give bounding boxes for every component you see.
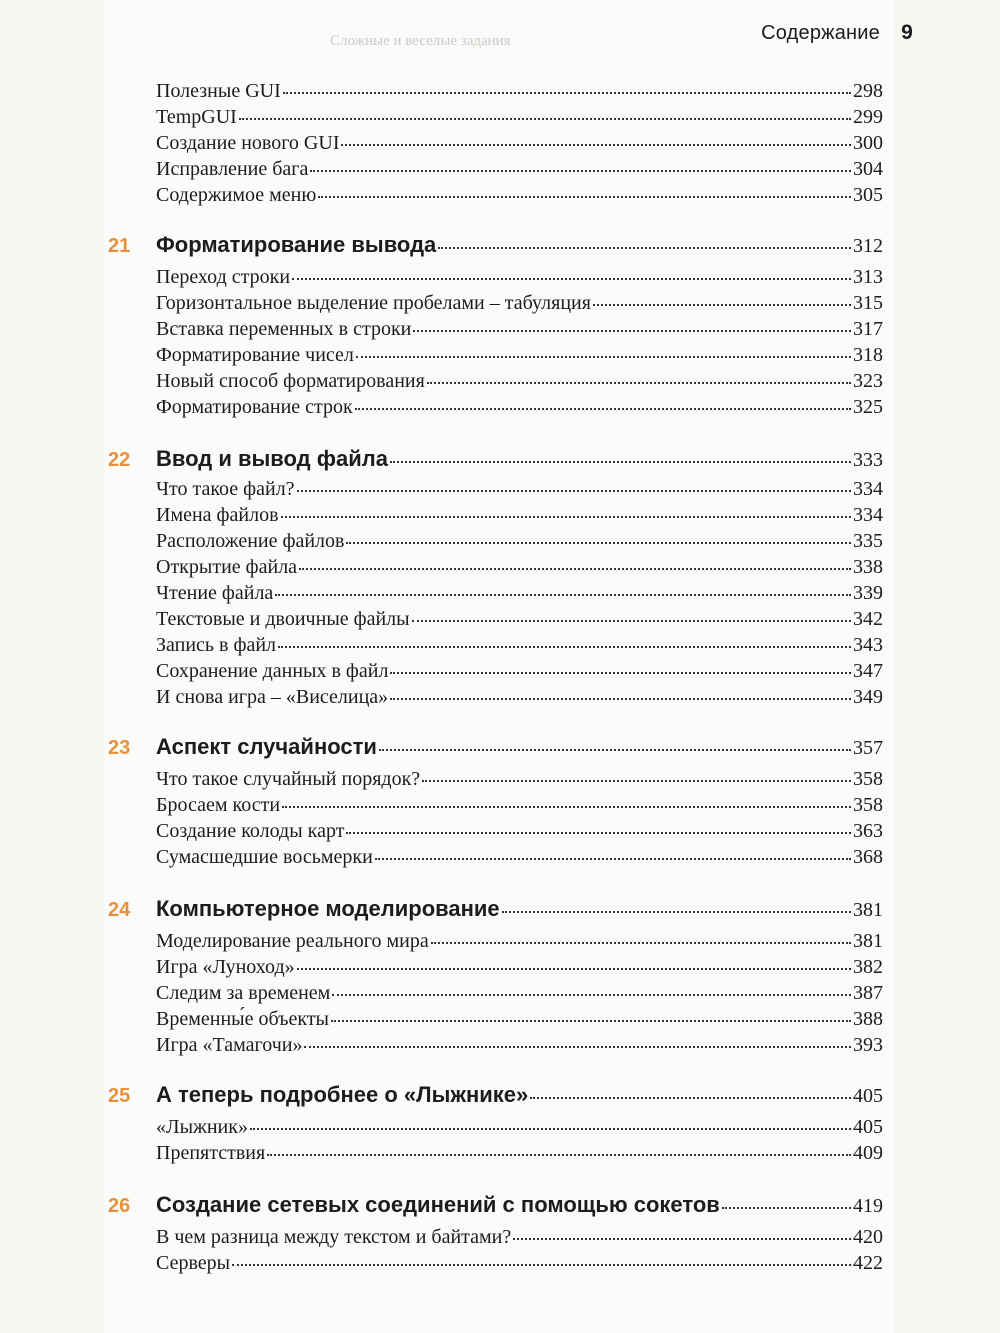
chapter-title: Форматирование вывода: [156, 232, 437, 257]
toc-entry-row[interactable]: [156, 80, 883, 103]
entry-title: Полезные GUI: [156, 80, 281, 102]
dot-leader: [304, 1046, 851, 1048]
toc-entry-row[interactable]: [156, 478, 883, 501]
dot-leader: [438, 247, 851, 249]
toc-entry-row[interactable]: [156, 556, 883, 579]
dot-leader: [299, 568, 851, 570]
toc-chapter-row[interactable]: [156, 1192, 883, 1218]
dot-leader: [502, 911, 851, 913]
entry-title: Горизонтальное выделение пробелами – табуляция: [156, 292, 591, 314]
toc-entry-row[interactable]: [156, 1116, 883, 1139]
dot-leader: [422, 780, 851, 782]
toc-entry-row[interactable]: [156, 582, 883, 605]
entry-page-number: 318: [853, 344, 883, 366]
dot-leader: [318, 196, 851, 198]
entry-title: Сумасшедшие восьмерки: [156, 846, 373, 868]
entry-page-number: 422: [853, 1252, 883, 1274]
entry-title: Следим за временем: [156, 982, 331, 1004]
dot-leader: [275, 594, 851, 596]
dot-leader: [390, 672, 851, 674]
entry-title: Временны́е объекты: [156, 1008, 329, 1030]
entry-page-number: 323: [853, 370, 883, 392]
dot-leader: [375, 858, 851, 860]
entry-page-number: 358: [853, 794, 883, 816]
toc-entry-row[interactable]: [156, 370, 883, 393]
toc-entry-row[interactable]: [156, 820, 883, 843]
entry-title: Игра «Луноход»: [156, 956, 295, 978]
toc-entry-row[interactable]: [156, 660, 883, 683]
entry-title: Препятствия: [156, 1142, 266, 1164]
entry-title: «Лыжник»: [156, 1116, 248, 1138]
entry-page-number: 338: [853, 556, 883, 578]
chapter-number: 26: [108, 1195, 131, 1217]
entry-page-number: 315: [853, 292, 883, 314]
entry-title: Открытие файла: [156, 556, 298, 578]
dot-leader: [297, 968, 851, 970]
entry-page-number: 368: [853, 846, 883, 868]
entry-page-number: 381: [853, 930, 883, 952]
entry-page-number: 420: [853, 1226, 883, 1248]
toc-entry-row[interactable]: [156, 1008, 883, 1031]
dot-leader: [530, 1097, 851, 1099]
entry-title: Исправление бага: [156, 158, 309, 180]
entry-title: Расположение файлов: [156, 530, 345, 552]
entry-page-number: 343: [853, 634, 883, 656]
dot-leader: [346, 542, 851, 544]
toc-chapter-row[interactable]: [156, 734, 883, 760]
entry-title: Текстовые и двоичные файлы: [156, 608, 410, 630]
toc-chapter-row[interactable]: [156, 1082, 883, 1108]
entry-title: Новый способ форматирования: [156, 370, 425, 392]
toc-entry-row[interactable]: [156, 266, 883, 289]
entry-page-number: 312: [853, 235, 883, 257]
toc-entry-row[interactable]: [156, 930, 883, 953]
toc-chapter-row[interactable]: [156, 232, 883, 258]
entry-page-number: 357: [853, 737, 883, 759]
entry-page-number: 388: [853, 1008, 883, 1030]
dot-leader: [297, 490, 851, 492]
toc-entry-row[interactable]: [156, 158, 883, 181]
entry-page-number: 381: [853, 899, 883, 921]
entry-title: Бросаем кости: [156, 794, 281, 816]
dot-leader: [310, 170, 851, 172]
toc-entry-row[interactable]: [156, 132, 883, 155]
toc-entry-row[interactable]: [156, 1034, 883, 1057]
entry-title: Содержимое меню: [156, 184, 317, 206]
dot-leader: [278, 646, 851, 648]
entry-title: Серверы: [156, 1252, 231, 1274]
entry-page-number: 333: [853, 449, 883, 471]
entry-page-number: 358: [853, 768, 883, 790]
dot-leader: [267, 1154, 851, 1156]
dot-leader: [282, 806, 851, 808]
toc-entry-row[interactable]: [156, 846, 883, 869]
entry-page-number: 419: [853, 1195, 883, 1217]
dot-leader: [412, 620, 851, 622]
bleed-through-text: Сложные и веселые задания: [330, 33, 511, 49]
toc-chapter-row[interactable]: [156, 446, 883, 472]
dot-leader: [250, 1128, 851, 1130]
dot-leader: [283, 92, 851, 94]
entry-page-number: 334: [853, 478, 883, 500]
section-title: Содержание: [761, 22, 880, 44]
toc-entry-row[interactable]: [156, 344, 883, 367]
dot-leader: [332, 994, 851, 996]
dot-leader: [390, 698, 851, 700]
toc-entry-row[interactable]: [156, 1142, 883, 1165]
dot-leader: [431, 942, 851, 944]
toc-entry-row[interactable]: [156, 106, 883, 129]
entry-page-number: 334: [853, 504, 883, 526]
entry-title: Что такое файл?: [156, 478, 295, 500]
dot-leader: [232, 1264, 851, 1266]
page-number: 9: [901, 21, 913, 44]
entry-page-number: 405: [853, 1116, 883, 1138]
toc-entry-row[interactable]: [156, 1252, 883, 1275]
dot-leader: [239, 118, 851, 120]
dot-leader: [292, 278, 851, 280]
chapter-title: Аспект случайности: [156, 734, 377, 759]
entry-page-number: 339: [853, 582, 883, 604]
toc-entry-row[interactable]: [156, 634, 883, 657]
chapter-number: 24: [108, 899, 131, 921]
entry-title: Создание колоды карт: [156, 820, 345, 842]
entry-title: Переход строки: [156, 266, 291, 288]
toc-entry-row[interactable]: [156, 608, 883, 631]
chapter-number: 23: [108, 737, 131, 759]
entry-page-number: 363: [853, 820, 883, 842]
toc-entry-row[interactable]: [156, 686, 883, 709]
dot-leader: [341, 144, 851, 146]
dot-leader: [593, 304, 851, 306]
toc-entry-row[interactable]: [156, 504, 883, 527]
toc-chapter-row[interactable]: [156, 896, 883, 922]
entry-page-number: 300: [853, 132, 883, 154]
entry-title: Сохранение данных в файл: [156, 660, 389, 682]
dot-leader: [513, 1238, 851, 1240]
toc-entry-row[interactable]: [156, 1226, 883, 1249]
toc-entry-row[interactable]: [156, 184, 883, 207]
entry-page-number: 317: [853, 318, 883, 340]
entry-title: Моделирование реального мира: [156, 930, 429, 952]
toc-entry-row[interactable]: [156, 530, 883, 553]
entry-page-number: 347: [853, 660, 883, 682]
entry-title: Создание нового GUI: [156, 132, 340, 154]
chapter-title: Компьютерное моделирование: [156, 896, 500, 921]
entry-page-number: 325: [853, 396, 883, 418]
dot-leader: [722, 1207, 851, 1209]
entry-page-number: 335: [853, 530, 883, 552]
chapter-title: А теперь подробнее о «Лыжнике»: [156, 1082, 529, 1107]
entry-title: В чем разница между текстом и байтами?: [156, 1226, 512, 1248]
chapter-title: Ввод и вывод файла: [156, 446, 388, 471]
toc-entry-row[interactable]: [156, 318, 883, 341]
entry-page-number: 387: [853, 982, 883, 1004]
toc-entry-row[interactable]: [156, 768, 883, 791]
dot-leader: [356, 356, 851, 358]
entry-page-number: 382: [853, 956, 883, 978]
entry-title: Что такое случайный порядок?: [156, 768, 421, 790]
entry-title: Имена файлов: [156, 504, 279, 526]
dot-leader: [346, 832, 851, 834]
dot-leader: [355, 408, 851, 410]
entry-title: Запись в файл: [156, 634, 276, 656]
toc-entry-row[interactable]: [156, 982, 883, 1005]
entry-title: TempGUI: [156, 106, 237, 128]
entry-page-number: 305: [853, 184, 883, 206]
entry-title: И снова игра – «Виселица»: [156, 686, 389, 708]
entry-page-number: 349: [853, 686, 883, 708]
entry-page-number: 342: [853, 608, 883, 630]
dot-leader: [413, 330, 851, 332]
chapter-number: 25: [108, 1085, 131, 1107]
chapter-number: 22: [108, 449, 131, 471]
chapter-title: Создание сетевых соединений с помощью сокетов: [156, 1192, 720, 1217]
dot-leader: [281, 516, 851, 518]
dot-leader: [427, 382, 851, 384]
entry-page-number: 299: [853, 106, 883, 128]
entry-page-number: 298: [853, 80, 883, 102]
chapter-number: 21: [108, 235, 131, 257]
entry-title: Чтение файла: [156, 582, 274, 604]
entry-page-number: 405: [853, 1085, 883, 1107]
dot-leader: [331, 1020, 851, 1022]
toc-entry-row[interactable]: [156, 956, 883, 979]
entry-page-number: 313: [853, 266, 883, 288]
entry-page-number: 393: [853, 1034, 883, 1056]
entry-page-number: 304: [853, 158, 883, 180]
entry-title: Форматирование строк: [156, 396, 353, 418]
entry-title: Вставка переменных в строки: [156, 318, 412, 340]
toc-entry-row[interactable]: [156, 794, 883, 817]
entry-title: Игра «Тамагочи»: [156, 1034, 303, 1056]
toc-entry-row[interactable]: [156, 292, 883, 315]
dot-leader: [390, 461, 851, 463]
entry-page-number: 409: [853, 1142, 883, 1164]
dot-leader: [379, 749, 851, 751]
entry-title: Форматирование чисел: [156, 344, 354, 366]
toc-entry-row[interactable]: [156, 396, 883, 419]
